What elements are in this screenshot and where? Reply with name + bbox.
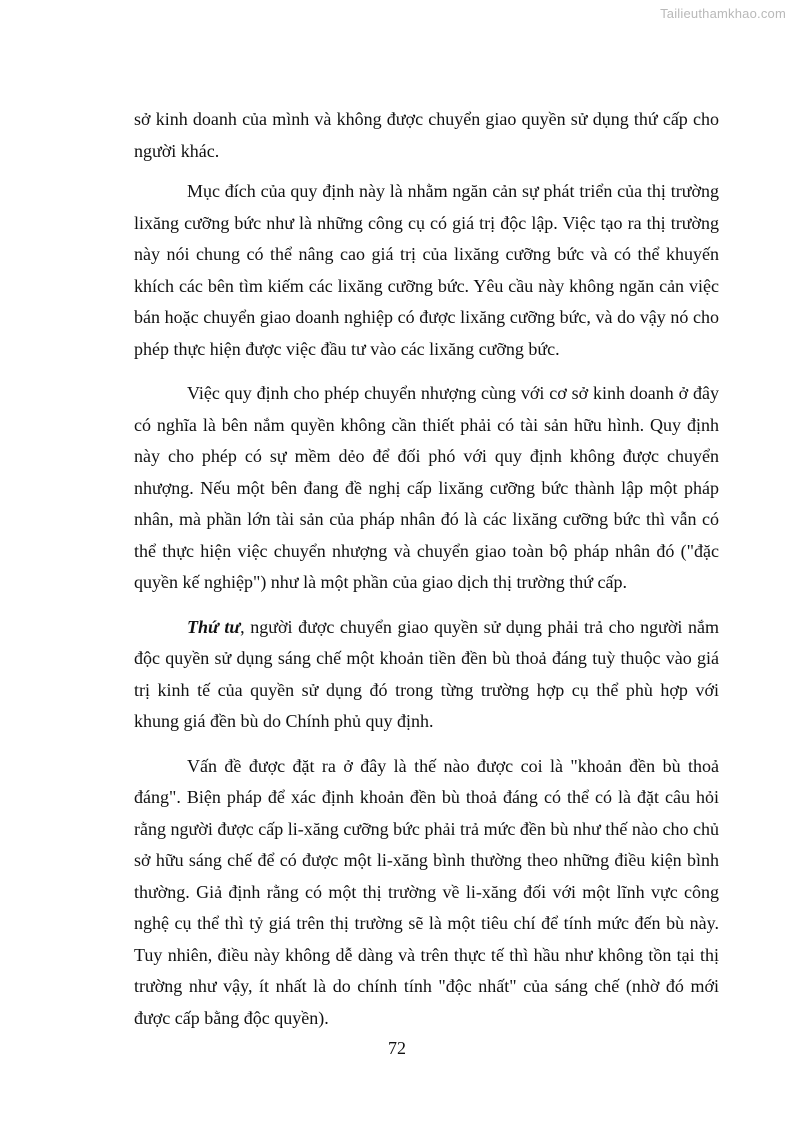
paragraph-compensation: Vấn đề được đặt ra ở đây là thế nào được coi là "khoản đền bù thoả đáng". Biện pháp để xác định khoản đền bù thoả đáng có thể có là đặt câu hỏi rằng người được cấp li-xăng cưỡng bức phải trả mức đền bù như thế nào cho chủ sở hữu sáng chế để có được một li-xăng bình thường theo những điều kiện bình thường. Giả định rằng có một thị trường về li-xăng đối với một lĩnh vực công nghệ cụ thể thì tỷ giá trên thị trường sẽ là một tiêu chí để tính mức đến bù này. Tuy nhiên, điều này không dễ dàng và trên thực tế thì hầu như không tồn tại thị trường như vậy, ít nhất là do chính tính "độc nhất" của sáng chế (nhờ đó mới được cấp bằng độc quyền). xyxy=(134,755,719,1028)
paragraph-fourth-text: , người được chuyển giao quyền sử dụng phải trả cho người nắm độc quyền sử dụng sáng chế một khoản tiền đền bù thoả đáng tuỳ thuộc vào giá trị kinh tế của quyền sử dụng đó trong từng trường hợp cụ thể phù hợp với khung giá đền bù do Chính phủ quy định. xyxy=(134,616,719,731)
watermark: Tailieuthamkhao.com xyxy=(660,6,786,21)
paragraph-lead-emphasis: Thứ tư xyxy=(187,616,241,637)
page-number: 72 xyxy=(388,1038,406,1058)
paragraph-transfer-rule: Việc quy định cho phép chuyển nhượng cùng với cơ sở kinh doanh ở đây có nghĩa là bên nắm quyền không cần thiết phải có tài sản hữu hình. Quy định này cho phép có sự mềm dẻo để đối phó với quy định không được chuyển nhượng. Nếu một bên đang đề nghị cấp lixăng cưỡng bức thành lập một pháp nhân, mà phần lớn tài sản của pháp nhân đó là các lixăng cưỡng bức thì vẫn có thể thực hiện việc chuyển nhượng và chuyển giao toàn bộ pháp nhân đó ("đặc quyền kế nghiệp") như là một phần của giao dịch thị trường thứ cấp. xyxy=(134,383,719,592)
paragraph-purpose: Mục đích của quy định này là nhằm ngăn cản sự phát triển của thị trường lixăng cưỡng bức như là những công cụ có giá trị độc lập. Việc tạo ra thị trường này nói chung có thể nâng cao giá trị của lixăng cưỡng bức và có thể khuyến khích các bên tìm kiếm các lixăng cưỡng bức. Yêu cầu này không ngăn cản việc bán hoặc chuyển giao doanh nghiệp có được lixăng cưỡng bức, và do vậy nó cho phép thực hiện được việc đầu tư vào các lixăng cưỡng bức. xyxy=(134,181,719,359)
page-body xyxy=(134,104,719,1047)
paragraph-continuation: sở kinh doanh của mình và không được chuyển giao quyền sử dụng thứ cấp cho người khác. xyxy=(134,109,719,161)
paragraph-fourth-condition xyxy=(134,612,719,738)
